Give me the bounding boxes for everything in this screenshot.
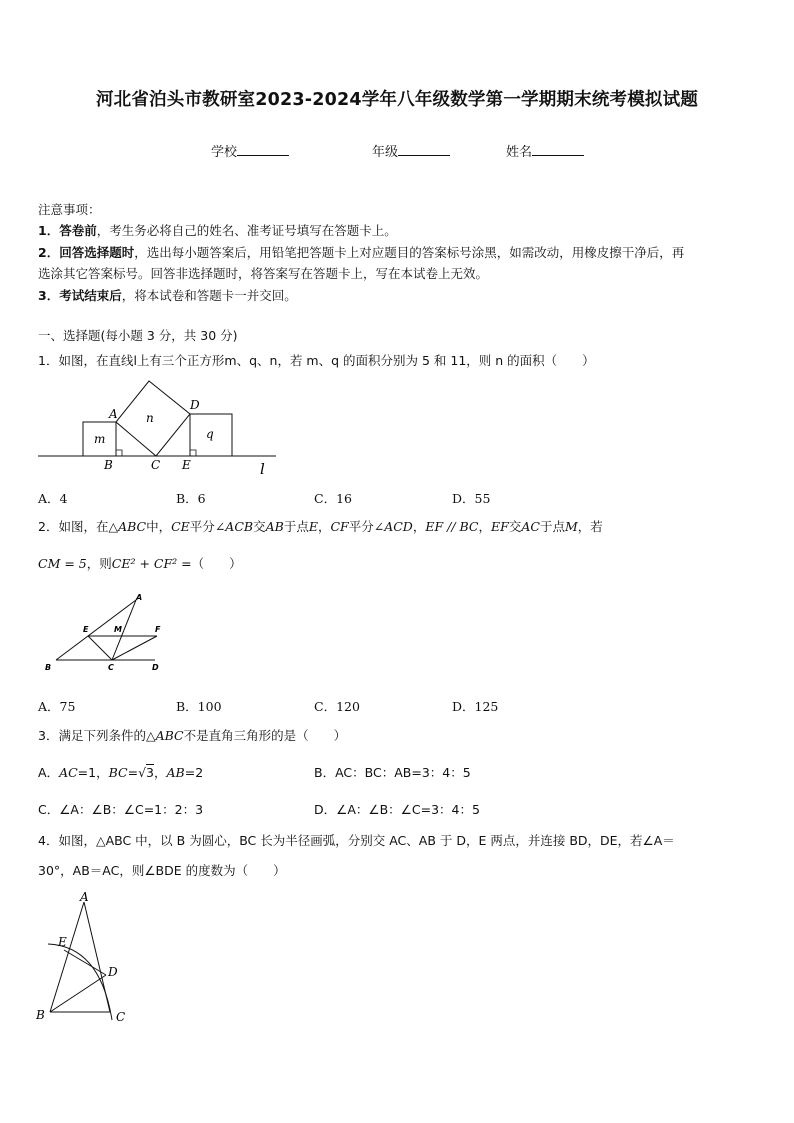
q1-label-B: B: [104, 458, 113, 472]
q4-label-C: C: [116, 1010, 126, 1024]
q3-text: =: [127, 765, 139, 780]
q1-label-m: m: [94, 432, 106, 446]
notice-item-2-text: ，选出每小题答案后，用铅笔把答题卡上对应题目的答案标号涂黑，如需改动，用橡皮擦干净后，再: [134, 245, 685, 260]
q2-stem-line2: [38, 553, 760, 575]
notice-item-1-lead: 答卷前: [59, 223, 97, 238]
q4-label-D: D: [108, 965, 118, 979]
q2-label-E: E: [83, 625, 89, 634]
q1-option-d: D．55: [452, 491, 491, 506]
q1-stem: 1．如图，在直线l上有三个正方形m、q、n，若 m、q 的面积分别为 5 和 11，则 n 的面积（ ）: [38, 353, 595, 368]
name-blank: [532, 142, 584, 156]
q3-text: =2: [184, 765, 204, 780]
q2-label-D: D: [152, 663, 159, 672]
q1-right-angle-E: [190, 450, 196, 456]
q1-right-angle-B: [116, 450, 122, 456]
q2-math: ∠ACB: [214, 519, 254, 534]
q2-option-d: D．125: [452, 699, 499, 714]
q2-text: 平分: [189, 519, 215, 534]
notice-item-3: [38, 285, 760, 307]
q2-text: 交: [508, 519, 522, 534]
q1-label-A: A: [109, 407, 118, 421]
notice-heading: 注意事项：: [38, 202, 101, 217]
q3-math: AB: [166, 765, 185, 780]
q2-label-F: F: [155, 625, 161, 634]
q1-label-D: D: [190, 398, 200, 412]
q2-math: CF: [330, 519, 349, 534]
q2-text: ，若: [577, 519, 603, 534]
q2-math: AC: [521, 519, 540, 534]
notice-item-2-num: 2．: [38, 245, 60, 260]
q1-label-C: C: [151, 458, 161, 472]
q3-text: ，: [153, 765, 167, 780]
q1-label-q: q: [206, 427, 214, 441]
notice-item-2-cont: 选涂其它答案标号。回答非选择题时，将答案写在答题卡上，写在本试卷上无效。: [38, 266, 489, 281]
q2-math: CE: [171, 519, 190, 534]
grade-blank: [398, 142, 450, 156]
q1-option-a: A．4: [38, 491, 68, 506]
q2-math: EF // BC: [425, 519, 479, 534]
q2-math: ∠ACD: [373, 519, 413, 534]
q4-line-BA: [50, 902, 84, 1012]
q2-math: CE² + CF² =: [111, 556, 192, 571]
q2-math: M: [564, 519, 578, 534]
q4-label-E: E: [58, 935, 67, 949]
q4-line-ED: [64, 950, 106, 975]
q2-math: AB: [265, 519, 284, 534]
q2-math: E: [308, 519, 318, 534]
q2-text: 于点: [539, 519, 565, 534]
school-field: [211, 141, 289, 160]
q2-stem-line1: [38, 516, 760, 538]
q1-figure: [34, 375, 284, 480]
q4-label-B: B: [36, 1008, 45, 1022]
q2-label-A: A: [136, 593, 143, 602]
q3-option-c: C．∠A：∠B：∠C=1：2：3: [38, 802, 204, 817]
q4-figure: [30, 888, 140, 1028]
q3-text: 不是直角三角形的是（ ）: [183, 728, 347, 743]
q2-text: 平分: [348, 519, 374, 534]
q1-label-l: l: [260, 460, 265, 478]
school-label: 学校: [211, 145, 238, 160]
q3-text: =1，: [77, 765, 109, 780]
q3-sqrt-value: 3: [146, 765, 154, 780]
name-field: [506, 141, 584, 160]
notice-item-2-lead: 回答选择题时: [59, 245, 135, 260]
notice-item-3-text: ，将本试卷和答题卡一并交回。: [121, 288, 297, 303]
notice-item-3-lead: 考试结束后: [59, 288, 122, 303]
page-title: 河北省泊头市教研室2023-2024学年八年级数学第一学期期末统考模拟试题: [95, 90, 699, 110]
notice-item-2: [38, 242, 760, 264]
notice-item-3-num: 3．: [38, 288, 60, 303]
q4-line-BD: [50, 975, 106, 1012]
q1-label-n: n: [146, 411, 154, 425]
q4-stem-line1: 4．如图，△ABC 中，以 B 为圆心，BC 长为半径画弧，分别交 AC、AB 于 D，E 两点，并连接 BD，DE，若∠A＝: [38, 833, 675, 848]
grade-field: [372, 141, 450, 160]
q2-text: 于点: [283, 519, 309, 534]
school-blank: [237, 142, 289, 156]
section-heading: 一、选择题(每小题 3 分，共 30 分): [38, 328, 238, 343]
name-label: 姓名: [506, 145, 533, 160]
q3-option-b: B．AC：BC：AB=3：4：5: [314, 765, 471, 780]
q2-math: EF: [491, 519, 509, 534]
q2-triangle: △ABC: [108, 519, 147, 534]
q3-math: AC: [59, 765, 78, 780]
q2-figure: [40, 590, 170, 675]
q2-label-C: C: [108, 663, 114, 672]
notice-item-1: [38, 220, 760, 242]
q2-option-a: A．75: [38, 699, 76, 714]
q2-text: ，: [317, 519, 331, 534]
q2-label-M: M: [114, 625, 122, 634]
q2-option-b: B．100: [176, 699, 222, 714]
q3-triangle: △ABC: [145, 728, 184, 743]
q1-option-c: C．16: [314, 491, 352, 506]
q2-line-EC: [88, 636, 112, 660]
q1-label-E: E: [182, 458, 191, 472]
q2-text: （ ）: [191, 556, 242, 571]
q3-text: A．: [38, 765, 60, 780]
q2-text: ，则: [86, 556, 112, 571]
sqrt-sign: √: [138, 765, 147, 780]
q2-line-FC: [112, 636, 157, 660]
q4-stem-line2: 30°，AB＝AC，则∠BDE 的度数为（ ）: [38, 863, 286, 878]
q2-math: CM = 5: [38, 556, 87, 571]
notice-item-1-num: 1．: [38, 223, 60, 238]
q2-text: ，: [478, 519, 492, 534]
q2-text: 中，: [146, 519, 172, 534]
q3-stem: [38, 725, 760, 747]
q2-text: 2．如图，在: [38, 519, 109, 534]
q3-option-a: [38, 763, 203, 781]
q3-text: 3．满足下列条件的: [38, 728, 146, 743]
q2-option-c: C．120: [314, 699, 360, 714]
q1-option-b: B．6: [176, 491, 206, 506]
grade-label: 年级: [372, 145, 399, 160]
q2-label-B: B: [45, 663, 52, 672]
q2-text: 交: [253, 519, 266, 534]
notice-item-1-text: ，考生务必将自己的姓名、准考证号填写在答题卡上。: [96, 223, 397, 238]
q2-text: ，: [412, 519, 426, 534]
q3-option-d: D．∠A：∠B：∠C=3：4：5: [314, 802, 480, 817]
q4-label-A: A: [80, 890, 89, 904]
q3-math: BC: [108, 765, 128, 780]
